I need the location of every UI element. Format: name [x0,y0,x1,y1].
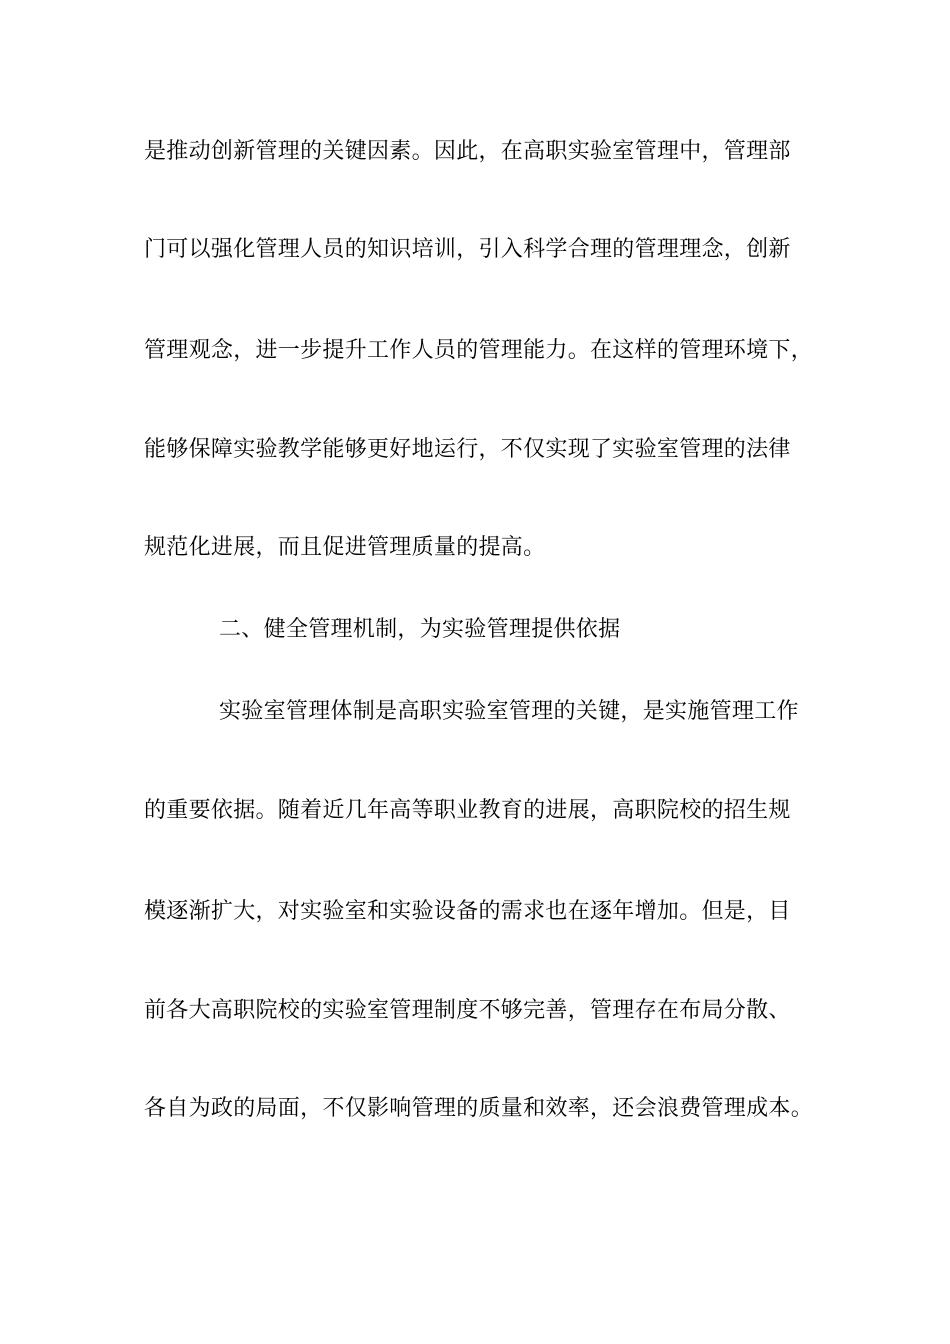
paragraph-1-line-4: 能够保障实验教学能够更好地运行，不仅实现了实验室管理的法律 [144,437,791,462]
paragraph-2-line-4: 前各大高职院校的实验室管理制度不够完善，管理存在布局分散、 [144,998,791,1023]
paragraph-1-line-2: 门可以强化管理人员的知识培训，引入科学合理的管理理念，创新 [144,237,791,262]
paragraph-2-line-1: 实验室管理体制是高职实验室管理的关键，是实施管理工作 [219,699,799,724]
paragraph-2-line-2: 的重要依据。随着近几年高等职业教育的进展，高职院校的招生规 [144,798,791,823]
paragraph-1-line-5: 规范化进展，而且促进管理质量的提高。 [144,535,546,560]
paragraph-2-line-5: 各自为政的局面，不仅影响管理的质量和效率，还会浪费管理成本。 [144,1096,814,1121]
paragraph-1-line-1: 是推动创新管理的关键因素。因此，在高职实验室管理中，管理部 [144,139,791,164]
section-heading: 二、健全管理机制，为实验管理提供依据 [219,617,621,642]
paragraph-2-line-3: 模逐渐扩大，对实验室和实验设备的需求也在逐年增加。但是，目 [144,899,791,924]
paragraph-1-line-3: 管理观念，进一步提升工作人员的管理能力。在这样的管理环境下， [144,338,814,363]
